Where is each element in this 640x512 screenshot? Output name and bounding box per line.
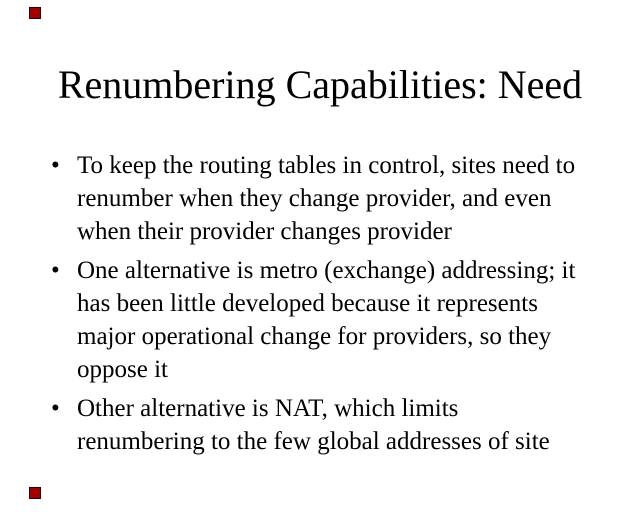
bullet-text-2: One alternative is metro (exchange) addressing; it has been little developed because it represents major operational change for providers, so they oppose it: [77, 257, 576, 383]
bullet-dot-icon: •: [51, 257, 60, 284]
bullet-item-2: [48, 254, 585, 386]
bullet-dot-icon: •: [51, 395, 60, 422]
bullet-list: [48, 149, 585, 464]
bullet-item-3: [48, 392, 585, 458]
bullet-dot-icon: •: [51, 152, 60, 179]
bullet-text-1: To keep the routing tables in control, sites need to renumber when they change provider, and even when their provider changes provider: [77, 152, 576, 245]
bullet-text-3: Other alternative is NAT, which limits renumbering to the few global addresses of site: [77, 395, 550, 455]
bullet-item-1: [48, 149, 585, 248]
slide-title: Renumbering Capabilities: Need: [57, 62, 583, 107]
corner-square-top-icon: [29, 7, 41, 19]
corner-square-bottom-icon: [29, 487, 41, 499]
